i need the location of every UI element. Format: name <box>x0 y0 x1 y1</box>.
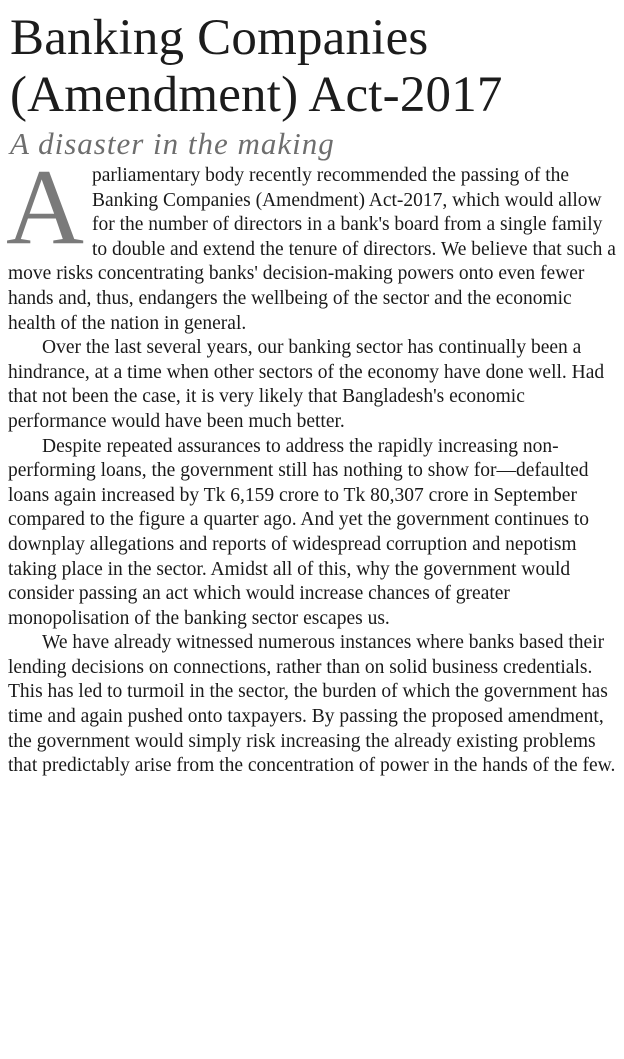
paragraph-1 <box>6 148 616 336</box>
paragraph-1-text: parliamentary body recently recommended the passing of the Banking Companies (Amendment) Act-2017, which would allow for the number of directors in a bank's board from a single family to double and extend the tenure of directors. We believe that such a move risks concentrating banks' decision-making powers onto even fewer hands and, thus, endangers the wellbeing of the sector and the economic health of the nation in general. <box>8 165 616 334</box>
paragraph-2: Over the last several years, our banking sector has continually been a hindrance, at a time when other sectors of the economy have done well. Had that not been the case, it is very likely that Bangladesh's economic performance would have been much better. <box>8 337 605 432</box>
paragraph-3: Despite repeated assurances to address the rapidly increasing non-performing loans, the government still has nothing to show for—defaulted loans again increased by Tk 6,159 crore to Tk 80,307 crore in September compared to the figure a quarter ago. And yet the government continues to downplay allegations and reports of widespread corruption and nepotism taking place in the sector. Amidst all of this, why the government would consider passing an act which would increase chances of greater monopolisation of the banking sector escapes us. <box>8 435 590 629</box>
drop-cap: A <box>6 148 84 267</box>
paragraph-4: We have already witnessed numerous instances where banks based their lending decisions on connections, rather than on solid business credentials. This has led to turmoil in the sector, the burden of which the government has time and again pushed onto taxpayers. By passing the proposed amendment, the government would simply risk increasing the already existing problems that predictably arise from the concentration of power in the hands of the few. <box>8 632 616 777</box>
subheadline: A disaster in the making <box>10 126 335 161</box>
article-body <box>6 148 616 779</box>
editorial-article <box>8 10 616 779</box>
headline-line-2: (Amendment) Act-2017 <box>10 67 503 123</box>
headline-line-1: Banking Companies <box>10 10 429 66</box>
headline <box>10 10 616 124</box>
